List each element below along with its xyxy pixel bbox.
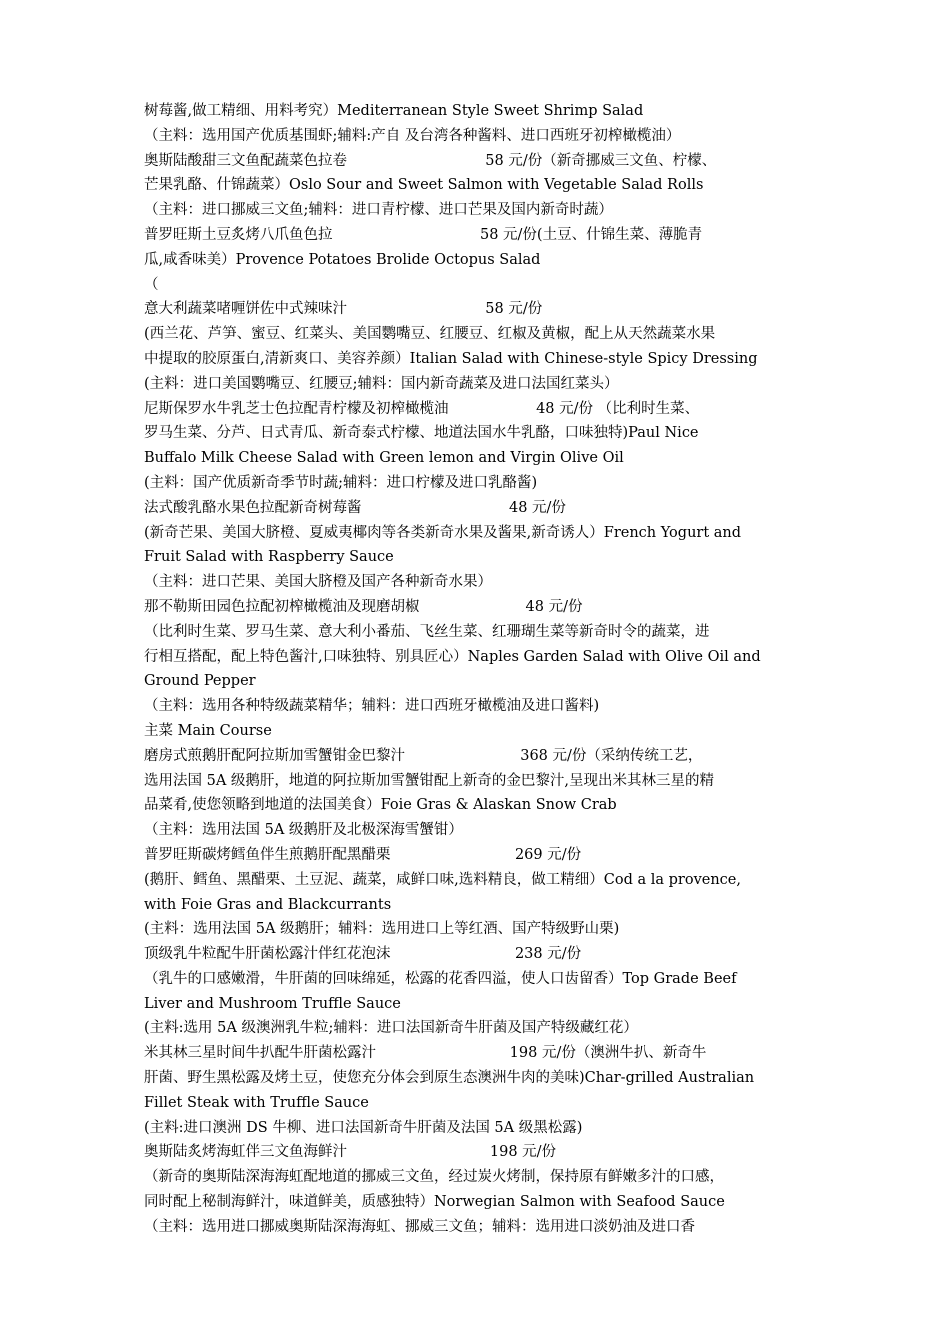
text-line: 尼斯保罗水牛乳芝士色拉配青柠檬及初榨橄榄油 48 元/份 （比利时生菜、: [144, 400, 700, 417]
text-line: 品菜肴,使您领略到地道的法国美食）Foie Gras & Alaskan Snow Crab: [144, 797, 617, 814]
text-line: （主料：选用进口挪威奥斯陆深海海虹、挪威三文鱼；辅料：选用进口淡奶油及进口香: [144, 1218, 695, 1235]
text-line: 磨房式煎鹅肝配阿拉斯加雪蟹钳金巴黎汁 368 元/份（采纳传统工艺，: [144, 747, 703, 764]
text-line: 芒果乳酪、什锦蔬菜）Oslo Sour and Sweet Salmon with Vegetable Salad Rolls: [144, 177, 704, 194]
text-line: 罗马生菜、分芦、日式青瓜、新奇泰式柠檬、地道法国水牛乳酪，口味独特)Paul Nice: [144, 425, 699, 442]
text-line: 米其林三星时间牛扒配牛肝菌松露汁 198 元/份（澳洲牛扒、新奇牛: [144, 1045, 707, 1062]
text-line: 同时配上秘制海鲜汁，味道鲜美，质感独特）Norwegian Salmon with Seafood Sauce: [144, 1194, 725, 1211]
text-line: Liver and Mushroom Truffle Sauce: [144, 995, 401, 1012]
text-line: （乳牛的口感嫩滑，牛肝菌的回味绵延，松露的花香四溢，使人口齿留香）Top Grade Beef: [144, 970, 737, 987]
text-line: (新奇芒果、美国大脐橙、夏威夷椰肉等各类新奇水果及酱果,新奇诱人）French Yogurt and: [144, 524, 742, 541]
text-line: 普罗旺斯碳烤鳕鱼伴生煎鹅肝配黑醋栗 269 元/份: [144, 846, 582, 863]
text-line: 选用法国 5A 级鹅肝，地道的阿拉斯加雪蟹钳配上新奇的金巴黎汁,呈现出米其林三星的精: [144, 772, 715, 789]
text-line: 法式酸乳酪水果色拉配新奇树莓酱 48 元/份: [144, 499, 566, 516]
text-line: (主料：进口美国鹦嘴豆、红腰豆;辅料：国内新奇蔬菜及进口法国红菜头）: [144, 375, 619, 392]
text-line: (西兰花、芦笋、蜜豆、红菜头、美国鹦嘴豆、红腰豆、红椒及黄椒，配上从天然蔬菜水果: [144, 326, 716, 343]
text-line: 奥斯陆炙烤海虹伴三文鱼海鲜汁 198 元/份: [144, 1144, 557, 1161]
text-line: (主料:进口澳洲 DS 牛柳、进口法国新奇牛肝菌及法国 5A 级黑松露): [144, 1119, 583, 1136]
text-line: 奥斯陆酸甜三文鱼配蔬菜色拉卷 58 元/份（新奇挪威三文鱼、柠檬、: [144, 152, 717, 169]
text-line: 那不勒斯田园色拉配初榨橄榄油及现磨胡椒 48 元/份: [144, 598, 583, 615]
text-line: 肝菌、野生黑松露及烤土豆，使您充分体会到原生态澳洲牛肉的美味)Char-grilled Australian: [144, 1070, 755, 1087]
text-line: 行相互搭配，配上特色酱汁,口味独特、别具匠心）Naples Garden Salad with Olive Oil and: [144, 648, 761, 665]
text-line: with Foie Gras and Blackcurrants: [144, 896, 392, 913]
text-line: Ground Pepper: [144, 673, 256, 690]
text-line: （比利时生菜、罗马生菜、意大利小番茄、飞丝生菜、红珊瑚生菜等新奇时令的蔬菜，进: [144, 623, 710, 640]
text-line: 顶级乳牛粒配牛肝菌松露汁伴红花泡沫 238 元/份: [144, 946, 582, 963]
text-line: （主料：进口芒果、美国大脐橙及国产各种新奇水果）: [144, 574, 492, 591]
text-line: (主料:选用 5A 级澳洲乳牛粒;辅料：进口法国新奇牛肝菌及国产特级藏红花）: [144, 1020, 638, 1037]
text-line: 意大利蔬菜啫喱饼佐中式辣味汁 58 元/份: [144, 301, 543, 318]
text-line: 普罗旺斯土豆炙烤八爪鱼色拉 58 元/份(土豆、什锦生菜、薄脆青: [144, 226, 703, 243]
text-line: （主料：选用国产优质基围虾;辅料:产自 及台湾各种酱料、进口西班牙初榨橄榄油）: [144, 127, 681, 144]
text-line: Fruit Salad with Raspberry Sauce: [144, 549, 394, 566]
menu-text-block: [144, 99, 824, 1240]
text-line: Fillet Steak with Truffle Sauce: [144, 1094, 369, 1111]
text-line: （主料：选用法国 5A 级鹅肝及北极深海雪蟹钳）: [144, 822, 463, 839]
text-line: 中提取的胶原蛋白,清新爽口、美容养颜）Italian Salad with Chinese-style Spicy Dressing: [144, 350, 758, 367]
text-line: 主菜 Main Course: [144, 722, 272, 739]
text-line: （: [144, 276, 159, 293]
text-line: (主料：国产优质新奇季节时蔬;辅料：进口柠檬及进口乳酪酱): [144, 474, 538, 491]
text-line: 树莓酱,做工精细、用料考究）Mediterranean Style Sweet Shrimp Salad: [144, 103, 644, 119]
text-line: (鹅肝、鳕鱼、黑醋栗、土豆泥、蔬菜，咸鲜口味,选料精良，做工精细）Cod a la provence,: [144, 871, 741, 888]
text-line: （主料：选用各种特级蔬菜精华；辅料：进口西班牙橄榄油及进口酱料): [144, 698, 600, 715]
text-line: 瓜,咸香味美）Provence Potatoes Brolide Octopus Salad: [144, 251, 541, 268]
text-line: Buffalo Milk Cheese Salad with Green lemon and Virgin Olive Oil: [144, 450, 624, 467]
text-line: （新奇的奥斯陆深海海虹配地道的挪威三文鱼，经过炭火烤制，保持原有鲜嫩多汁的口感，: [144, 1169, 724, 1186]
text-line: (主料：选用法国 5A 级鹅肝；辅料：选用进口上等红酒、国产特级野山栗): [144, 921, 620, 938]
text-line: （主料：进口挪威三文鱼;辅料：进口青柠檬、进口芒果及国内新奇时蔬）: [144, 202, 613, 219]
